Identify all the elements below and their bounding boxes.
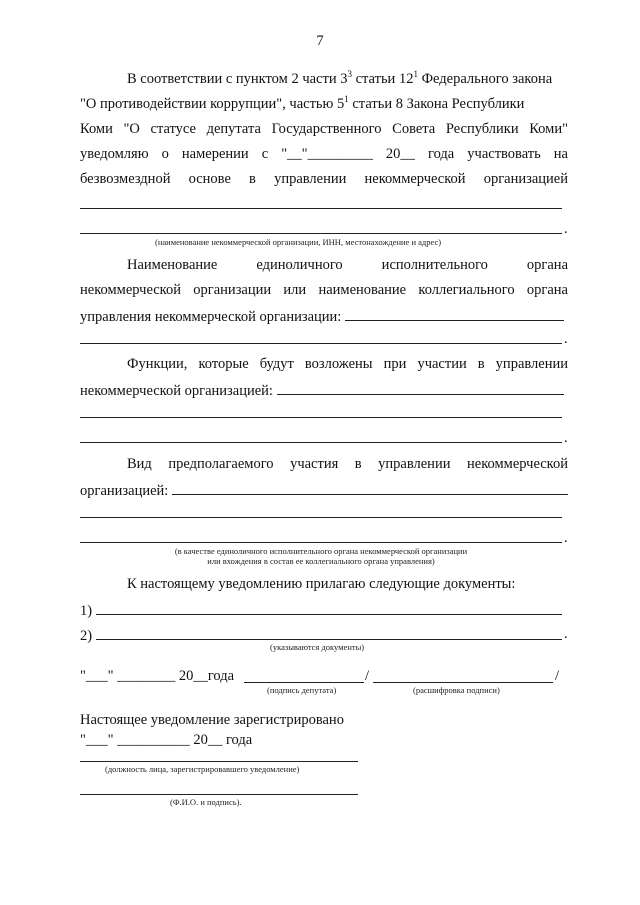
- period-mark-3: .: [564, 430, 568, 446]
- caption-participation-2: или вхождения в состав ее коллегиального органа управления): [207, 556, 435, 566]
- intro-line-5: безвозмездной основе в управлении некоммерческой организацией: [80, 171, 568, 187]
- section3-line-2: [80, 380, 564, 400]
- intro-text-1a: В соответствии с пунктом 2 части 3: [127, 71, 348, 87]
- document-item-1-number: 1): [80, 603, 93, 619]
- caption-participation-1: (в качестве единоличного исполнительного органа некоммерческой организации: [174, 546, 468, 556]
- functions-field[interactable]: [277, 380, 564, 395]
- period-mark: .: [564, 221, 568, 237]
- section4-line-1: Вид предполагаемого участия в управлении некоммерческой: [127, 456, 568, 472]
- caption-decode: (расшифровка подписи): [413, 685, 500, 695]
- registration-line-2: "___" __________ 20__ года: [80, 732, 253, 748]
- participation-line-3[interactable]: [80, 542, 562, 543]
- intro-text-2b: статьи 8 Закона Республики: [348, 96, 525, 112]
- section2-label: управления некоммерческой организации:: [80, 309, 342, 325]
- org-name-line-1[interactable]: [80, 208, 562, 209]
- registrar-name-field[interactable]: [80, 794, 358, 795]
- caption-documents: (указываются документы): [270, 642, 365, 652]
- governing-body-field[interactable]: [345, 306, 564, 321]
- intro-line-2: [80, 95, 568, 113]
- signature-slash-1: /: [365, 668, 370, 684]
- page-number: 7: [316, 33, 324, 49]
- intro-sup-2: 1: [413, 69, 418, 80]
- signature-decode-field[interactable]: [373, 682, 553, 683]
- intro-line-1: [127, 70, 567, 88]
- signature-date: "___" ________ 20__года: [80, 668, 235, 684]
- section4-line-2: [80, 480, 568, 500]
- section3-line-1: Функции, которые будут возложены при участии в управлении: [127, 356, 568, 372]
- period-mark-4: .: [564, 530, 568, 546]
- governing-body-line-2[interactable]: [80, 343, 562, 344]
- document-1-field[interactable]: [96, 600, 562, 615]
- section3-label: некоммерческой организацией:: [80, 383, 273, 399]
- signature-slash-2: /: [555, 668, 560, 684]
- period-mark-5: .: [564, 626, 568, 642]
- intro-line-4: уведомляю о намерении с "__"_________ 20__ года участвовать на: [80, 146, 568, 162]
- caption-org: (наименование некоммерческой организации, ИНН, местонахождение и адрес): [155, 237, 442, 247]
- section4-label: организацией:: [80, 483, 169, 499]
- caption-name: (Ф.И.О. и подпись).: [170, 797, 242, 807]
- caption-signature: (подпись депутата): [267, 685, 337, 695]
- intro-text-1c: Федерального закона: [417, 71, 553, 87]
- document-item-2-number: 2): [80, 628, 93, 644]
- participation-field[interactable]: [172, 480, 568, 495]
- registrar-position-field[interactable]: [80, 761, 358, 762]
- functions-line-3[interactable]: [80, 442, 562, 443]
- participation-line-2[interactable]: [80, 517, 562, 518]
- intro-sup-1: 3: [347, 69, 352, 80]
- registration-line-1: Настоящее уведомление зарегистрировано: [80, 712, 344, 728]
- document-2-field[interactable]: [96, 625, 562, 640]
- document-item-1: [80, 600, 562, 620]
- section2-line-1: Наименование единоличного исполнительного органа: [127, 257, 568, 273]
- intro-line-3: Коми "О статусе депутата Государственного Совета Республики Коми": [80, 121, 568, 137]
- intro-sup-3: 1: [344, 94, 349, 105]
- section2-line-3: [80, 306, 564, 326]
- org-name-line-2[interactable]: [80, 233, 562, 234]
- documents-heading: К настоящему уведомлению прилагаю следующие документы:: [127, 576, 516, 592]
- section2-line-2: некоммерческой организации или наименование коллегиального органа: [80, 282, 568, 298]
- functions-line-2[interactable]: [80, 417, 562, 418]
- intro-text-2a: "О противодействии коррупции", частью 5: [80, 96, 345, 112]
- period-mark-2: .: [564, 331, 568, 347]
- signature-field[interactable]: [244, 682, 364, 683]
- caption-position: (должность лица, зарегистрировавшего уведомление): [105, 764, 300, 774]
- intro-text-1b: статьи 12: [351, 71, 414, 87]
